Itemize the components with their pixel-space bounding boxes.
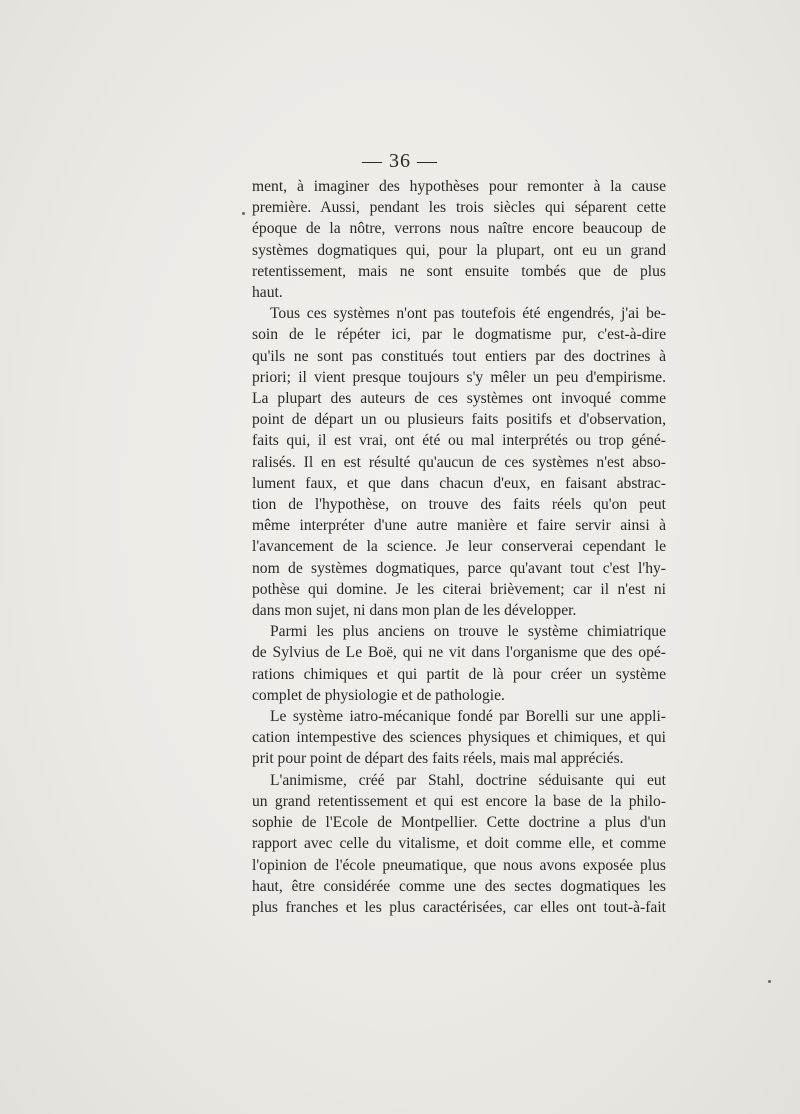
body-text	[252, 176, 666, 918]
text-line: Le système iatro-mécanique fondé par Borelli sur une appli-	[270, 708, 666, 726]
text-line: plus franches et les plus caractérisées, car elles ont tout-à-fait	[252, 898, 666, 916]
text-line: lument faux, et que dans chacun d'eux, en faisant abstrac-	[252, 474, 666, 492]
page-number: — 36 —	[362, 150, 438, 172]
text-line: ment, à imaginer des hypothèses pour remonter à la cause	[252, 178, 666, 195]
text-line: systèmes dogmatiques qui, pour la plupart, ont eu un grand	[252, 241, 666, 259]
text-line: tion de l'hypothèse, on trouve des faits réels qu'on peut	[252, 496, 666, 514]
text-line: Parmi les plus anciens on trouve le système chimiatrique	[270, 623, 666, 641]
text-line: retentissement, mais ne sont ensuite tombés que de plus	[252, 262, 666, 280]
text-line: faits qui, il est vrai, ont été ou mal interprétés ou trop géné-	[252, 432, 666, 450]
text-line: haut.	[252, 284, 283, 302]
text-line: sophie de l'Ecole de Montpellier. Cette doctrine a plus d'un	[252, 814, 666, 832]
text-line: même interpréter d'une autre manière et faire servir ainsi à	[252, 517, 666, 535]
text-line: pothèse qui domine. Je les citerai brièvement; car il n'est ni	[252, 580, 666, 598]
text-line: point de départ un ou plusieurs faits positifs et d'observation,	[252, 411, 666, 429]
text-line: qu'ils ne sont pas constitués tout entiers par des doctrines à	[252, 347, 666, 365]
text-line: soin de le répéter ici, par le dogmatisme pur, c'est-à-dire	[252, 326, 666, 344]
paper-speck	[768, 980, 771, 983]
text-line: priori; il vient presque toujours s'y mêler un peu d'empirisme.	[252, 368, 666, 386]
text-line: nom de systèmes dogmatiques, parce qu'avant tout c'est l'hy-	[252, 559, 666, 577]
text-line: dans mon sujet, ni dans mon plan de les développer.	[252, 602, 577, 620]
text-line: L'animisme, créé par Stahl, doctrine séduisante qui eut	[270, 771, 666, 789]
text-line: ralisés. Il en est résulté qu'aucun de ces systèmes n'est abso-	[252, 453, 666, 471]
text-line: prit pour point de départ des faits réels, mais mal appréciés.	[252, 750, 624, 768]
text-line: rations chimiques et qui partit de là pour créer un système	[252, 665, 666, 683]
text-line: haut, être considérée comme une des sectes dogmatiques les	[252, 877, 666, 895]
paper-speck	[242, 212, 245, 215]
text-line: La plupart des auteurs de ces systèmes ont invoqué comme	[252, 390, 666, 408]
text-line: complet de physiologie et de pathologie.	[252, 686, 505, 704]
text-line: un grand retentissement et qui est encore la base de la philo-	[252, 792, 666, 810]
text-line: cation intempestive des sciences physiques et chimiques, et qui	[252, 729, 666, 747]
text-line: première. Aussi, pendant les trois siècles qui séparent cette	[252, 199, 666, 217]
text-line: époque de la nôtre, verrons nous naître encore beaucoup de	[252, 220, 666, 238]
text-line: l'opinion de l'école pneumatique, que nous avons exposée plus	[252, 856, 666, 874]
text-line: l'avancement de la science. Je leur conserverai cependant le	[252, 538, 666, 556]
text-line: rapport avec celle du vitalisme, et doit comme elle, et comme	[252, 835, 666, 853]
text-line: de Sylvius de Le Boë, qui ne vit dans l'organisme que des opé-	[252, 644, 666, 662]
text-line: Tous ces systèmes n'ont pas toutefois été engendrés, j'ai be-	[270, 305, 666, 323]
